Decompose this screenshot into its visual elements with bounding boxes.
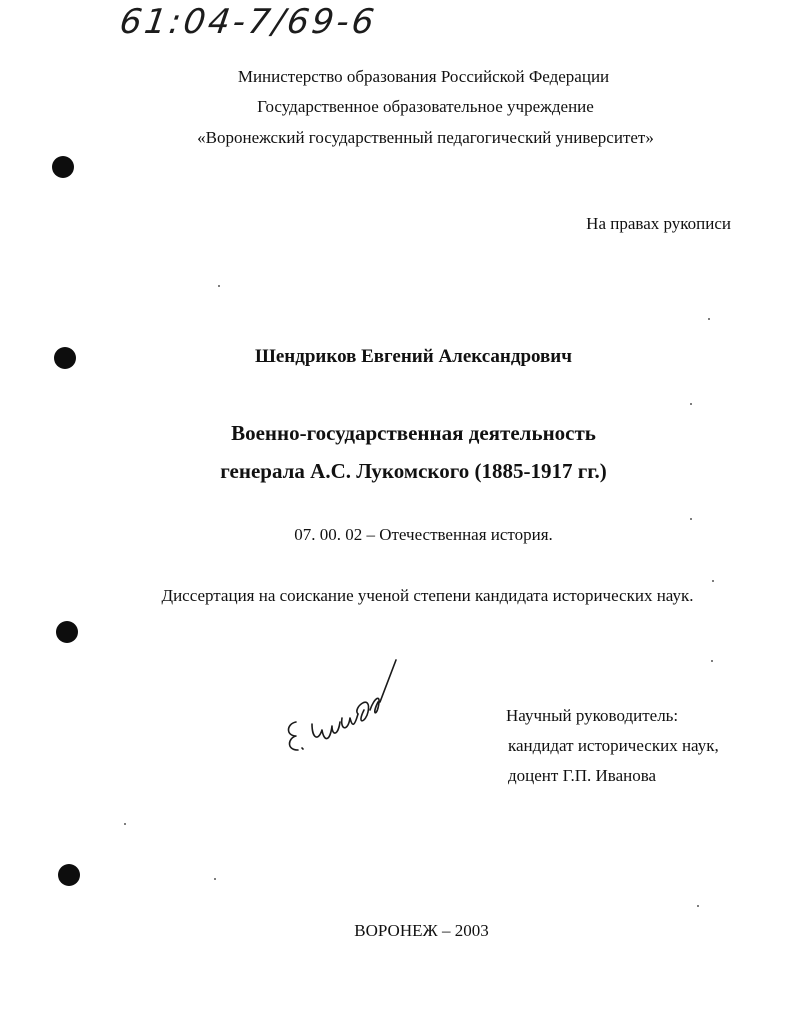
supervisor-name: доцент Г.П. Иванова: [508, 766, 657, 785]
handwritten-signature: [282, 652, 412, 762]
scan-speck: [690, 518, 692, 520]
dissertation-title-line-1: Военно-государственная деятельность: [231, 421, 596, 445]
dissertation-title-line-2: генерала А.С. Лукомского (1885-1917 гг.): [220, 459, 607, 483]
author-name: Шендриков Евгений Александрович: [255, 346, 572, 367]
institution-type-line: Государственное образовательное учреждение: [257, 97, 594, 116]
scan-speck: [708, 318, 710, 320]
punch-hole-1: [52, 156, 74, 178]
scan-speck: [697, 905, 699, 907]
handwritten-catalog-number: 61:04-7/69-6: [117, 2, 380, 42]
scan-speck: [690, 403, 692, 405]
scan-speck: [712, 580, 714, 582]
ministry-line: Министерство образования Российской Федерации: [237, 67, 610, 86]
specialty-code: 07. 00. 02 – Отечественная история.: [294, 525, 553, 544]
scan-speck: [218, 285, 220, 287]
university-name-line: «Воронежский государственный педагогический университет»: [197, 128, 654, 147]
city-year: ВОРОНЕЖ – 2003: [354, 921, 489, 940]
punch-hole-3: [56, 621, 78, 643]
scan-speck: [124, 823, 126, 825]
supervisor-label: Научный руководитель:: [506, 706, 679, 725]
scan-speck: [711, 660, 713, 662]
supervisor-degree: кандидат исторических наук,: [508, 736, 719, 755]
manuscript-rights-note: На правах рукописи: [586, 214, 731, 233]
punch-hole-4: [58, 864, 80, 886]
dissertation-type: Диссертация на соискание ученой степени кандидата исторических наук.: [161, 586, 694, 605]
scan-speck: [214, 878, 216, 880]
